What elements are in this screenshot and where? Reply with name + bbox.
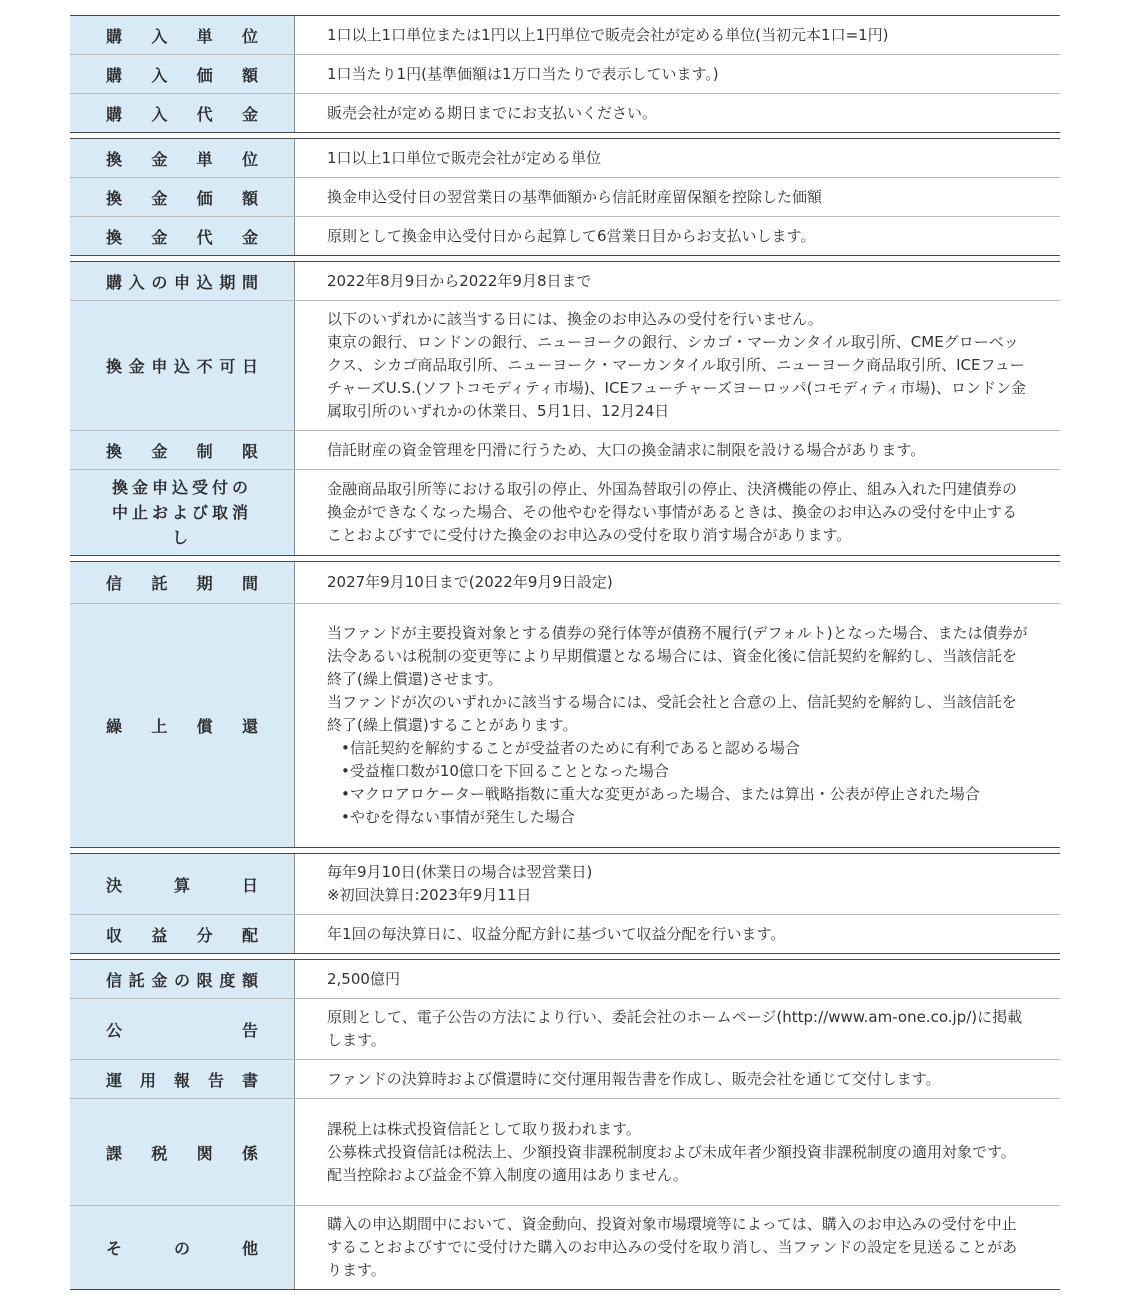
- table-group: [70, 138, 1060, 256]
- table-row: [70, 960, 1060, 998]
- content-line: 信託財産の資金管理を円滑に行うため、大口の換金請求に制限を設ける場合があります。: [327, 440, 926, 459]
- table-row: [70, 1205, 1060, 1289]
- row-label-text: その他: [106, 1239, 258, 1258]
- row-label: [70, 94, 295, 132]
- row-label: [70, 301, 295, 430]
- row-label-text: 購入価額: [106, 65, 258, 85]
- row-label: [70, 960, 295, 998]
- content-line: 原則として換金申込受付日から起算して6営業日目からお支払いします。: [327, 226, 816, 245]
- table-row: [70, 562, 1060, 603]
- row-content: [295, 960, 1060, 998]
- table-row: [70, 300, 1060, 430]
- table-row: [70, 93, 1060, 132]
- row-label-text: 課税関係: [106, 1143, 258, 1163]
- row-content: [295, 854, 1060, 914]
- row-label: [70, 1060, 295, 1098]
- table-row: [70, 54, 1060, 93]
- content-line: 1口以上1口単位で販売会社が定める単位: [327, 148, 602, 167]
- content-line: 2022年8月9日から2022年9月8日まで: [327, 271, 592, 290]
- row-label: [70, 431, 295, 469]
- row-label: [70, 217, 295, 255]
- row-label: [70, 604, 295, 847]
- row-label-text: 換金申込受付の 中止および取消し: [111, 478, 252, 547]
- content-line: 販売会社が定める期日までにお支払いください。: [327, 103, 658, 122]
- content-line: 換金申込受付日の翌営業日の基準価額から信託財産留保額を控除した価額: [327, 187, 823, 206]
- content-line: 1口以上1口単位または1円以上1円単位で販売会社が定める単位(当初元本1口=1円): [327, 25, 889, 44]
- row-label-text: 換金制限: [106, 441, 258, 461]
- row-label: [70, 854, 295, 914]
- row-label-text: 信託金の限度額: [106, 970, 258, 990]
- row-content: [295, 1060, 1060, 1098]
- table-group: [70, 959, 1060, 1290]
- table-row: [70, 854, 1060, 914]
- row-content: [295, 999, 1060, 1059]
- row-label: [70, 55, 295, 93]
- row-label-text: 換金価額: [106, 188, 258, 208]
- row-content: [295, 431, 1060, 469]
- content-line: 1口当たり1円(基準価額は1万口当たりで表示しています。): [327, 64, 719, 83]
- row-label-text: 繰上償還: [106, 717, 258, 736]
- table-row: [70, 139, 1060, 177]
- row-label-text: 公告: [106, 1020, 258, 1040]
- content-line: 東京の銀行、ロンドンの銀行、ニューヨークの銀行、シカゴ・マーカンタイル取引所、CMEグローベックス、シカゴ商品取引所、ニューヨーク・マーカンタイル取引所、ニューヨーク商品取引所、ICEフューチャーズU.S.(ソフトコモディティ市場)、ICEフューチャーズヨーロッパ(コモディティ市場)、ロンドン金属取引所のいずれかの休業日、5月1日、12月24日: [327, 333, 1026, 420]
- table-row: [70, 262, 1060, 300]
- content-line: 2027年9月10日まで(2022年9月9日設定): [327, 573, 613, 591]
- content-line: 年1回の毎決算日に、収益分配方針に基づいて収益分配を行います。: [327, 924, 786, 943]
- row-content: [295, 301, 1060, 430]
- row-label-text: 換金単位: [106, 149, 258, 169]
- row-content: [295, 16, 1060, 54]
- content-line: •やむを得ない事情が発生した場合: [341, 808, 575, 826]
- content-line: 毎年9月10日(休業日の場合は翌営業日): [327, 863, 593, 881]
- table-row: [70, 1098, 1060, 1205]
- row-label: [70, 915, 295, 953]
- table-row: [70, 177, 1060, 216]
- row-label: [70, 1206, 295, 1289]
- content-line: 購入の申込期間中において、資金動向、投資対象市場環境等によっては、購入のお申込みの受付を中止することおよびすでに受付けた購入のお申込みの受付を取り消し、当ファンドの設定を見送ることがあります。: [327, 1215, 1018, 1279]
- row-content: [295, 262, 1060, 300]
- content-line: 当ファンドが主要投資対象とする債券の発行体等が債務不履行(デフォルト)となった場合、または債券が法令あるいは税制の変更等により早期償還となる場合には、資金化後に信託契約を解約し、当該信託を終了(繰上償還)させます。: [327, 624, 1028, 688]
- content-line: •マクロアロケーター戦略指数に重大な変更があった場合、または算出・公表が停止された場合: [341, 785, 980, 803]
- table-row: [70, 430, 1060, 469]
- row-label-text: 信託期間: [106, 574, 258, 593]
- row-content: [295, 178, 1060, 216]
- row-label-text: 購入の申込期間: [106, 272, 258, 292]
- content-line: •受益権口数が10億口を下回ることとなった場合: [341, 762, 669, 780]
- row-label-text: 換金申込不可日: [106, 357, 258, 376]
- content-line: •信託契約を解約することが受益者のために有利であると認める場合: [341, 739, 800, 757]
- content-line: 当ファンドが次のいずれかに該当する場合には、受託会社と合意の上、信託契約を解約し、当該信託を終了(繰上償還)することがあります。: [327, 693, 1017, 734]
- row-label: [70, 178, 295, 216]
- content-line: 金融商品取引所等における取引の停止、外国為替取引の停止、決済機能の停止、組み入れた円建債券の換金ができなくなった場合、その他やむを得ない事情があるときは、換金のお申込みの受付を中止することおよびすでに受付けた換金のお申込みの受付を取り消す場合があります。: [327, 480, 1018, 544]
- row-content: [295, 915, 1060, 953]
- row-label: [70, 562, 295, 603]
- content-line: 原則として、電子公告の方法により行い、委託会社のホームページ(http://www.am-one.co.jp/)に掲載します。: [327, 1008, 1023, 1049]
- content-line: 課税上は株式投資信託として取り扱われます。: [327, 1119, 641, 1138]
- row-content: [295, 562, 1060, 603]
- table-row: [70, 914, 1060, 953]
- content-line: 配当控除および益金不算入制度の適用はありません。: [327, 1165, 688, 1184]
- content-line: 公募株式投資信託は税法上、少額投資非課税制度および未成年者少額投資非課税制度の適用対象です。: [327, 1142, 1016, 1161]
- table-row: [70, 1059, 1060, 1098]
- table-row: [70, 16, 1060, 54]
- table-row: [70, 216, 1060, 255]
- table-group: [70, 853, 1060, 954]
- table-row: [70, 603, 1060, 847]
- table-group: [70, 261, 1060, 556]
- table-row: [70, 469, 1060, 555]
- content-line: ファンドの決算時および償還時に交付運用報告書を作成し、販売会社を通じて交付します。: [327, 1069, 941, 1088]
- row-content: [295, 139, 1060, 177]
- row-label: [70, 262, 295, 300]
- table-row: [70, 998, 1060, 1059]
- row-content: [295, 470, 1060, 555]
- row-label: [70, 16, 295, 54]
- row-label-text: 購入代金: [106, 104, 258, 124]
- table-group: [70, 15, 1060, 133]
- row-label-text: 運用報告書: [106, 1070, 258, 1090]
- row-label-text: 購入単位: [106, 26, 258, 46]
- row-label: [70, 470, 295, 555]
- row-label: [70, 139, 295, 177]
- row-content: [295, 94, 1060, 132]
- content-line: ※初回決算日:2023年9月11日: [327, 886, 532, 904]
- row-label: [70, 999, 295, 1059]
- row-label-text: 換金代金: [106, 227, 258, 247]
- row-content: [295, 604, 1060, 847]
- fund-terms-table: [70, 15, 1060, 1295]
- row-label-text: 収益分配: [106, 925, 258, 945]
- row-content: [295, 217, 1060, 255]
- row-label: [70, 1099, 295, 1205]
- row-content: [295, 55, 1060, 93]
- row-content: [295, 1099, 1060, 1205]
- row-content: [295, 1206, 1060, 1289]
- row-label-text: 決算日: [106, 875, 258, 895]
- content-line: 以下のいずれかに該当する日には、換金のお申込みの受付を行いません。: [327, 310, 823, 328]
- content-line: 2,500億円: [327, 969, 400, 988]
- table-group: [70, 561, 1060, 848]
